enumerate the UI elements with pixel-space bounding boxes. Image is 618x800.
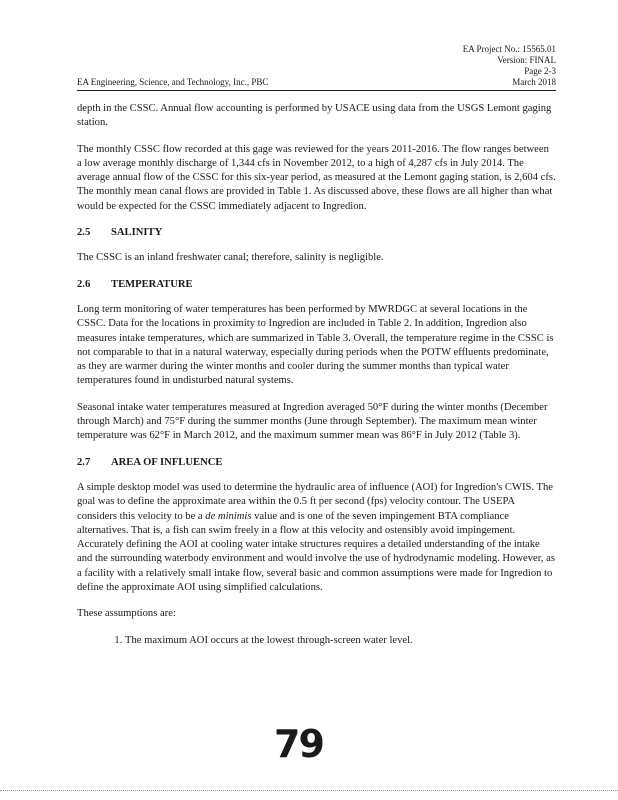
assumption-list	[77, 634, 556, 648]
document-date: March 2018	[512, 77, 556, 87]
italic-term: de minimis	[205, 510, 252, 522]
header-right	[463, 44, 556, 88]
paragraph: Seasonal intake water temperatures measured at Ingredion averaged 50°F during the winter months (December through March) and 75°F during the summer months (June through September). The maximum mean winter temperature was 62°F in March 2012, and the maximum summer mean was 86°F in July 2012 (Table 3).	[77, 401, 548, 442]
page-label: Page 2-3	[524, 66, 556, 76]
paragraph: The monthly CSSC flow recorded at this gage was reviewed for the years 2011-2016. The flow ranges between a low average monthly discharge of 1,344 cfs in November 2012, to a high of 4,287 cfs in July 2014. The average annual flow of the CSSC for this six-year period, as measured at the Lemont gaging station, is 2,604 cfs. The monthly mean canal flows are provided in Table 1. As discussed above, these flows are all higher than what would be expected for the CSSC immediately adjacent to Ingredion.	[77, 143, 556, 212]
paragraph	[77, 481, 556, 595]
company-name: EA Engineering, Science, and Technology, Inc., PBC	[77, 77, 269, 87]
section-heading	[77, 278, 556, 292]
handwritten-page-number: 79	[274, 722, 323, 766]
section-number: 2.6	[77, 278, 91, 290]
text-run: value and is one of the seven impingement BTA compliance alternatives. That is, a fish can swim freely in a flow at this velocity and ostensibly avoid impingement. Accurately defining the AOI at cooling water intake structures requires a detailed understanding of the intake and the surrounding waterbody environment and would involve the use of hydrodynamic modeling. However, as a facility with a relatively small intake flow, several basic and common assumptions were made for Ingredion to define the approximate AOI using simplified calculations.	[77, 510, 555, 594]
section-heading	[77, 456, 556, 470]
project-number: EA Project No.: 15565.01	[462, 44, 556, 54]
section-title: AREA OF INFLUENCE	[111, 456, 223, 468]
section-title: TEMPERATURE	[111, 278, 193, 290]
footer-line	[0, 790, 618, 791]
version: Version: FINAL	[497, 55, 556, 65]
paragraph: The CSSC is an inland freshwater canal; therefore, salinity is negligible.	[77, 252, 384, 264]
document-body	[77, 102, 556, 648]
section-number: 2.7	[77, 456, 91, 468]
paragraph: depth in the CSSC. Annual flow accounting is performed by USACE using data from the USGS Lemont gaging station.	[77, 103, 552, 129]
list-item: 1. The maximum AOI occurs at the lowest through-screen water level.	[125, 634, 556, 648]
header-rule	[77, 90, 556, 91]
section-heading	[77, 226, 556, 240]
section-title: SALINITY	[111, 227, 163, 239]
text-run: A simple desktop model was used to determine the hydraulic area of influence (AOI) for Ingredion's CWIS. The goal was to define the approximate area within the 0.5 ft per second (fps) velocity contour. The USEPA considers this velocity to be a	[77, 481, 553, 522]
paragraph: Long term monitoring of water temperatures has been performed by MWRDGC at several locations in the CSSC. Data for the locations in proximity to Ingredion are included in Table 2. In addition, Ingredion also measures intake temperatures, which are summarized in Table 3. Overall, the temperature regime in the CSSC is not comparable to that in a natural waterway, especially during periods when the POTW effluents predominate, as they are warmer during the winter months and cooler during the summer months than typical water temperatures found in undisturbed natural systems.	[77, 303, 554, 387]
paragraph: These assumptions are:	[77, 608, 176, 620]
section-number: 2.5	[77, 227, 91, 239]
